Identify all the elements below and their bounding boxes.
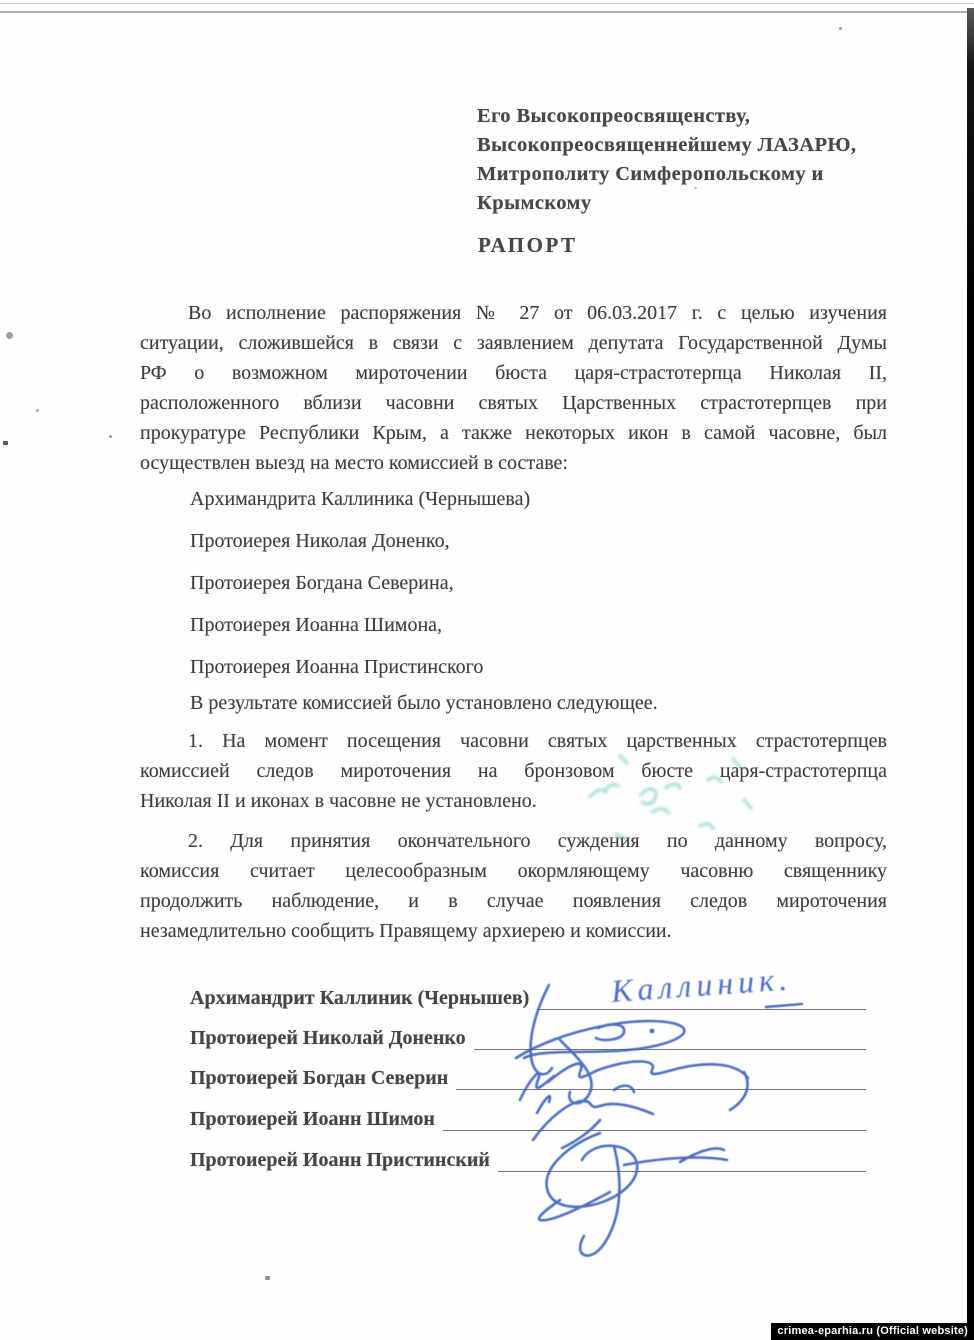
commission-member: Протоиерея Иоанна Пристинского [190, 656, 484, 678]
result-sentence: В результате комиссией было установлено следующее. [190, 692, 658, 714]
signature-row [190, 1107, 866, 1131]
commission-member: Протоиерея Богдана Северина, [190, 572, 454, 594]
text-line: незамедлительно сообщить Правящему архиерею и комиссии. [140, 920, 672, 942]
opening-paragraph [140, 298, 887, 478]
scan-speck [36, 409, 39, 412]
text-line: прокуратуре Республики Крым, а также некоторых икон в самой часовне, был [140, 422, 887, 444]
recipient-block [477, 102, 907, 218]
scan-speck [3, 441, 8, 445]
signature-label: Протоиерей Иоанн Шимон [190, 1108, 435, 1130]
finding-paragraph-2 [140, 826, 887, 946]
signature-line [443, 1107, 866, 1131]
signature-line [456, 1066, 866, 1090]
signature-label: Архимандрит Каллиник (Чернышев) [190, 987, 530, 1009]
report-title: РАПОРТ [478, 233, 578, 257]
text-line: Николая II и иконах в часовне не установлено. [140, 790, 537, 812]
text-line: Крымскому [477, 192, 592, 214]
signature-line [498, 1148, 866, 1172]
text-line: комиссия считает целесообразным окормляющему часовню священнику [140, 860, 887, 882]
text-line: комиссией следов мироточения на бронзовом бюсте царя-страстотерпца [140, 760, 887, 782]
text-line: расположенного вблизи часовни святых Царственных страстотерпцев при [140, 392, 887, 414]
pen-signature-stroke [539, 1192, 610, 1220]
handwritten-signature-text: Каллиник. [609, 960, 794, 1009]
scan-speck [109, 435, 112, 438]
text-line: Митрополиту Симферопольскому и [477, 163, 824, 185]
text-line: осуществлен выезд на место комиссией в составе: [140, 452, 568, 474]
signature-row [190, 1026, 866, 1050]
text-line: Высокопреосвященнейшему ЛАЗАРЮ, [477, 134, 857, 156]
scan-artifact-top-line [0, 11, 974, 13]
commission-member: Архимандрита Каллиника (Чернышева) [190, 488, 531, 510]
signature-row [190, 986, 866, 1010]
finding-paragraph-1 [140, 726, 887, 816]
text-line: ситуации, сложившейся в связи с заявлением депутата Государственной Думы [140, 332, 887, 354]
signature-label: Протоиерей Николай Доненко [190, 1027, 466, 1049]
commission-member: Протоиерея Иоанна Шимона, [190, 614, 443, 636]
signature-line [537, 986, 866, 1010]
signature-row [190, 1148, 866, 1172]
signature-label: Протоиерей Богдан Северин [190, 1067, 449, 1089]
watermark-credit: crimea-eparhia.ru (Official website) [771, 1323, 974, 1340]
signature-label: Протоиерей Иоанн Пристинский [190, 1149, 490, 1171]
commission-member: Протоиерея Николая Доненко, [190, 530, 450, 552]
scan-speck [6, 332, 13, 339]
scan-artifact-top-line [0, 3, 974, 4]
scan-speck [839, 27, 842, 30]
text-line: продолжить наблюдение, и в случае появления следов мироточения [140, 890, 887, 912]
signature-row [190, 1066, 866, 1090]
scan-speck [265, 1276, 270, 1280]
text-line: РФ о возможном мироточении бюста царя-страстотерпца Николая II, [140, 362, 887, 384]
scan-edge-strip [967, 8, 974, 1340]
text-line: Его Высокопреосвященству, [477, 105, 751, 127]
commission-members-list [190, 484, 530, 694]
text-line: 2. Для принятия окончательного суждения по данному вопросу, [188, 830, 887, 852]
text-line: 1. На момент посещения часовни святых царственных страстотерпцев [188, 730, 887, 752]
signature-line [474, 1026, 866, 1050]
text-line: Во исполнение распоряжения № 27 от 06.03.2017 г. с целью изучения [188, 302, 887, 324]
